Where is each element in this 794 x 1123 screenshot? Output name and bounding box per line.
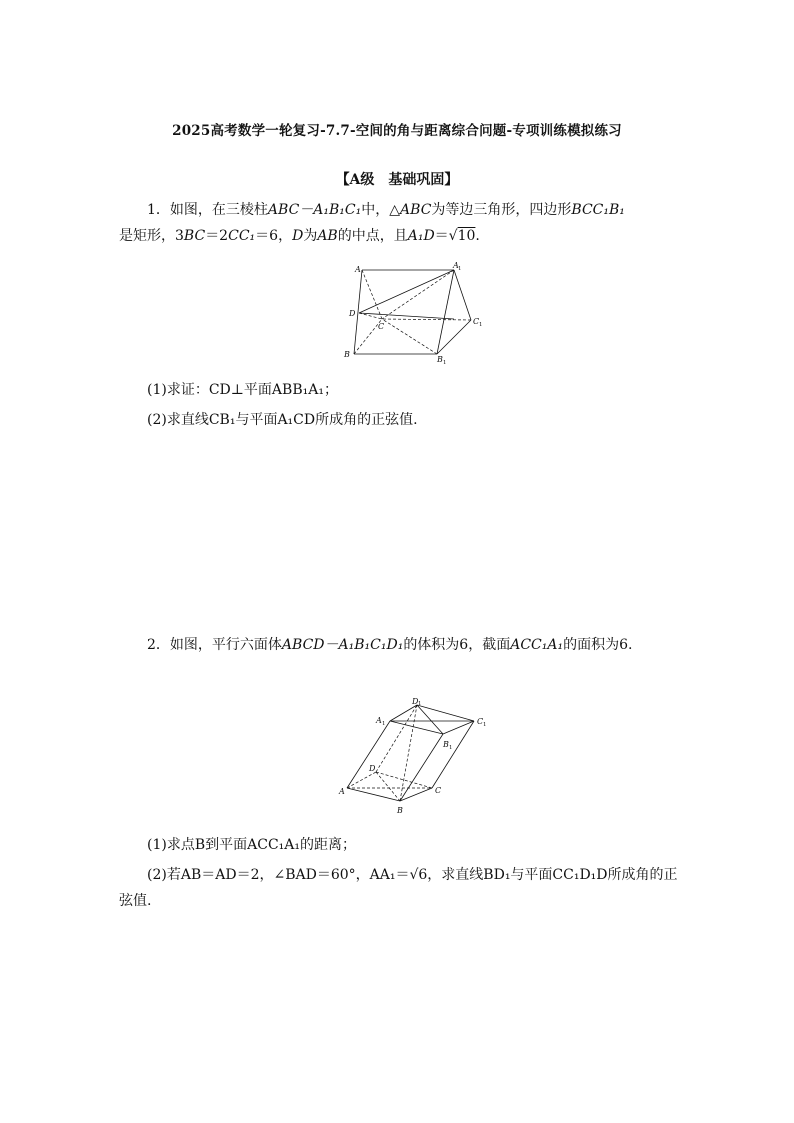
label-D: D <box>349 309 356 318</box>
problem-2-statement: 2．如图，平行六面体ABCD－A₁B₁C₁D₁的体积为6，截面ACC₁A₁的面积为6. <box>147 637 633 653</box>
svg-text:1: 1 <box>458 266 462 272</box>
label-B1: B <box>437 355 443 364</box>
svg-text:1: 1 <box>418 701 422 707</box>
svg-text:1: 1 <box>449 745 453 751</box>
problem-2-part-2: (2)若AB＝AD＝2，∠BAD＝60°，AA₁＝√6，求直线BD₁与平面CC₁D₁D所成角的正弦值. <box>119 867 678 909</box>
problem-1-part-1: (1)求证：CD⊥平面ABB₁A₁； <box>147 382 338 398</box>
label-B1: B <box>443 740 449 749</box>
label-A1: A <box>376 716 382 725</box>
parallelepiped-figure <box>336 692 496 820</box>
label-C: C <box>435 786 442 795</box>
prism-figure <box>338 258 490 370</box>
label-C: C <box>378 322 385 331</box>
problem-1-part-2: (2)求直线CB₁与平面A₁CD所成角的正弦值. <box>147 412 418 428</box>
svg-text:1: 1 <box>382 721 386 727</box>
label-A: A <box>339 787 345 796</box>
section-heading: 【A级 基础巩固】 <box>335 172 459 188</box>
svg-text:1: 1 <box>443 360 447 366</box>
svg-text:1: 1 <box>483 722 487 728</box>
label-D1: D <box>412 697 419 706</box>
label-A1: A <box>453 261 459 270</box>
label-C1: C <box>477 717 484 726</box>
problem-1-statement: 1．如图，在三棱柱ABC－A₁B₁C₁中，△ABC为等边三角形，四边形BCC₁B₁ 是矩形，3BC＝2CC₁＝6，D为AB的中点，且A₁D＝√10. <box>119 202 625 244</box>
label-C1: C <box>473 317 480 326</box>
label-B: B <box>397 806 403 815</box>
problem-2-part-1: (1)求点B到平面ACC₁A₁的距离； <box>147 837 356 853</box>
label-B: B <box>344 350 350 359</box>
label-D: D <box>369 764 376 773</box>
page-title: 2025高考数学一轮复习-7.7-空间的角与距离综合问题-专项训练模拟练习 <box>172 123 622 139</box>
label-A: A <box>355 265 361 274</box>
svg-text:1: 1 <box>479 322 483 328</box>
